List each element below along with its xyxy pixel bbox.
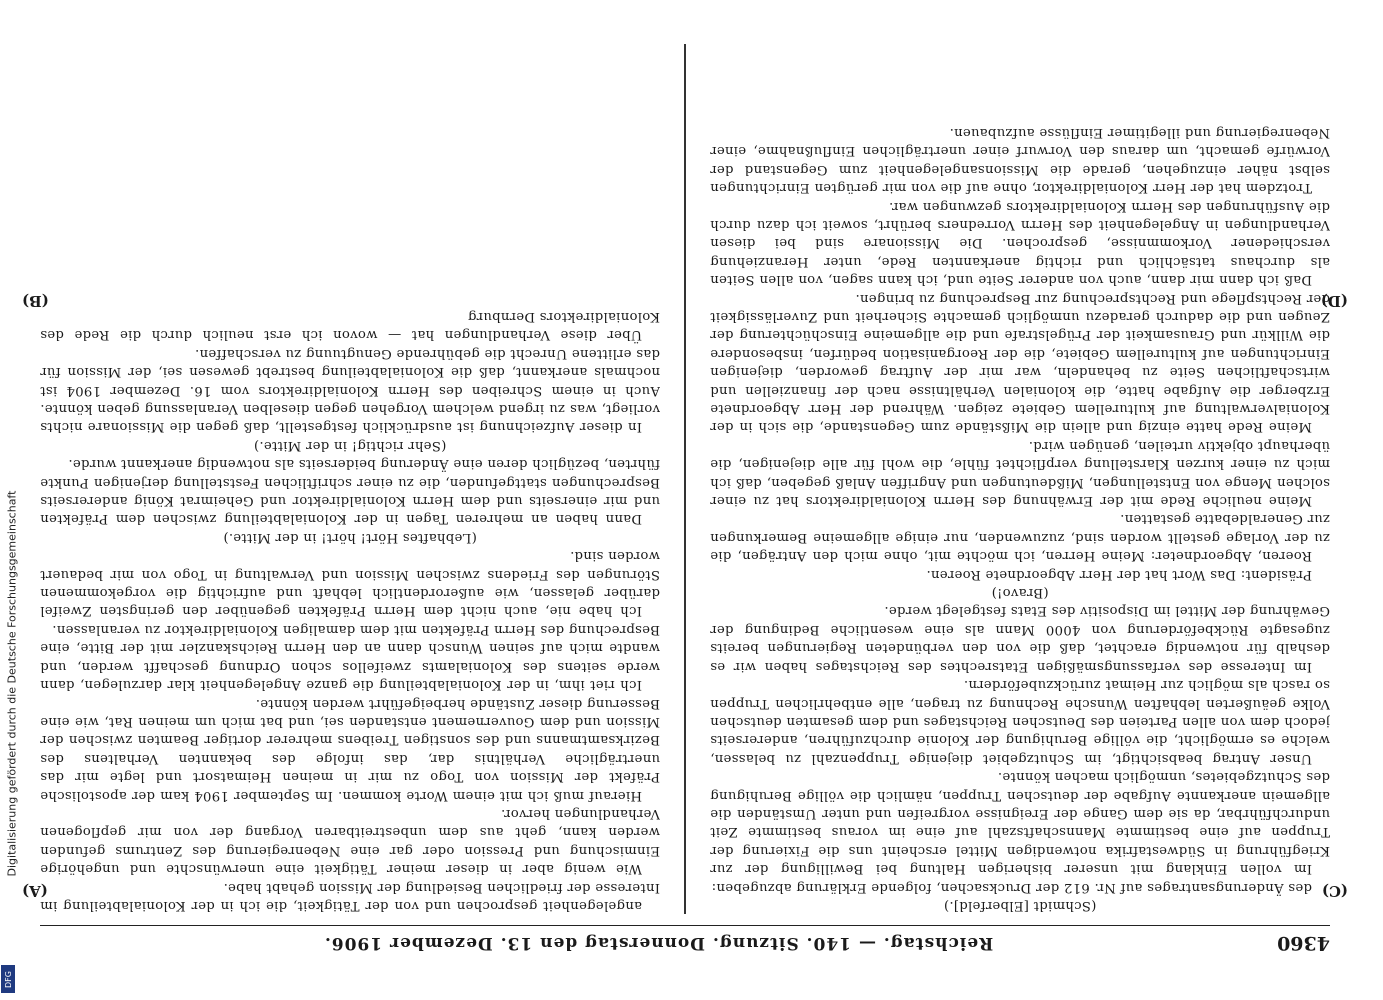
paragraph: Präsident: Das Wort hat der Herr Abgeordnete Roeren.	[926, 566, 1312, 582]
paragraph: Daß ich dann mir dann, auch von anderer Seite und, ich kann sagen, von allen Seiten als durchaus tatsächlich und richtig anerkannten Rede, unter Heranziehung verschiedener Vorkommnisse, gesprochen. Die Missionare sind bei diesen Verhandlungen in Angelegenheit des Herrn Vorredners berührt, soweit ich dazu durch die Ausführungen des Herrn Kolonialdirektors gezwungen war.	[710, 198, 1330, 288]
digitization-credit	[2, 0, 19, 1000]
columns	[40, 44, 1330, 914]
credit-text: Digitalisierung gefördert durch die Deutsche Forschungsgemeinschaft	[5, 490, 19, 877]
page-header	[40, 925, 1330, 960]
paragraph: Über diese Verhandlungen hat — wovon ich erst neulich durch die Rede des Kolonialdirektors Dernburg	[40, 309, 660, 343]
left-column	[710, 44, 1330, 914]
dfg-logo: DFG	[1, 965, 15, 993]
paragraph: Wie wenig aber in dieser meiner Tätigkeit eine unerwünschte und ungehörige Einmischung und Pression oder gar eine Nebenregierung des Zentrums gefunden werden kann, geht aus dem unbestreitbaren Vorgang der von mir gepflogenen Verhandlungen hervor.	[40, 805, 660, 877]
paragraph: Meine Rede hatte einzig und allein die Mißstände zum Gegenstande, die sich in der Kolonialverwaltung auf kulturellem Gebiete zeigen. Während der Herr Abgeordnete Erzberger die Aufgabe hatte, die kolonialen Verhältnisse nach der finanziellen und wirtschaftlichen Seite zu behandeln, war mir der Auftrag geworden, diejenigen Einrichtungen auf kulturellem Gebiete, die der Reorganisation bedürfen, insbesondere die Willkür und Grausamkeit der Prügelstrafe und die allgemeine Einschüchterung der Zeugen und die dadurch geradezu unmöglich gemachte Sicherheit und Zuverlässigkeit der Rechtspflege und Rechtsprechung zur Besprechung zu bringen.	[710, 290, 1330, 435]
margin-mark-d: (D)	[1320, 292, 1348, 310]
paragraph: Im vollen Einklang mit unserer bisherigen Haltung bei Bewilligung der zur Kriegführung in Südwestafrika notwendigen Mittel erscheint uns die Fixierung der Truppen auf eine bestimmte Mannschaftszahl auf eine im voraus bestimmte Zeit undurchführbar, da sie dem Gange der Ereignisse vorgreifen und unter Umständen die allgemein anerkannte Aufgabe der deutschen Truppen, nämlich die völlige Beruhigung des Schutzgebietes, unmöglich machen könnte.	[710, 769, 1330, 877]
page-title: Reichstag. — 140. Sitzung. Donnerstag den 13. Dezember 1906.	[323, 933, 994, 953]
paragraph: In dieser Aufzeichnung ist ausdrücklich festgestellt, daß gegen die Missionare nichts vorliegt, was zu irgend welchem Vorgehen gegen dieselben Veranlassung geben könnte. Auch in einem Schreiben des Herrn Kolonialdirektors vom 16. Dezember 1904 ist nochmals anerkannt, daß die Kolonialabteilung bestrebt gewesen sei, der Mission für das erlittene Unrecht die gebührende Genugtuung zu verschaffen.	[40, 345, 660, 435]
paragraph: (Schmidt [Elberfeld].)	[943, 898, 1097, 913]
paragraph: Dann haben an mehreren Tagen in der Kolonialabteilung zwischen dem Präfekten und mir einerseits und dem Herrn Kolonialdirektor und Geheimrat König andererseits Besprechungen stattgefunden, die zu einer schriftlichen Feststellung derjenigen Punkte führten, bezüglich deren eine Änderung beiderseits als notwendig anerkannt wurde.	[40, 456, 660, 527]
paragraph: Trotzdem hat der Herr Kolonialdirektor, ohne auf die von mir gerügten Einrichtungen selbst näher einzugehen, gerade die Missionsangelegenheit zum Gegenstand der Vorwürfe gemacht, um daraus den Vorwurf einer unerträglichen Einflußnahme, einer Nebenregierung und illegitimer Einflüsse aufzubauen.	[710, 124, 1330, 196]
paragraph: Im Interesse des verfassungsmäßigen Etatsrechtes des Reichstages haben wir es deshalb für notwendig erachtet, daß die von den verbündeten Regierungen bereits zugesagte Rückbeförderung von 4000 Mann als eine wesentliche Bedingung der Gewährung der Mittel im Dispositiv des Etats festgelegt werde.	[710, 603, 1330, 674]
column-divider	[684, 44, 686, 914]
margin-mark-b: (B)	[22, 292, 49, 310]
paragraph: Meine neuliche Rede mit der Erwähnung des Herrn Kolonialdirektors hat zu einer solchen Menge von Entstellungen, Mißdeutungen und Angriffen Anlaß gegeben, daß ich mich zu einer kurzen Klarstellung verpflichtet fühle, die wohl für alle diejenigen, die überhaupt objektiv urteilen, genügen wird.	[710, 437, 1330, 509]
right-column	[40, 44, 660, 914]
margin-mark-c: (C)	[1321, 882, 1348, 900]
paragraph: des Änderungsantrages auf Nr. 612 der Drucksachen, folgende Erklärung abzugeben:	[711, 879, 1312, 895]
paragraph: Unser Antrag beabsichtigt, im Schutzgebiet diejenige Truppenzahl zu belassen, welche es ermöglicht, die völlige Beruhigung der Kolonie durchzuführen, andererseits jedoch dem von allen Parteien des Deutschen Reichstages und dem gesamten deutschen Volke geäußerten lebhaften Wunsche Rechnung zu tragen, alle entbehrlichen Truppen so rasch als möglich zur Heimat zurückzubefördern.	[710, 677, 1330, 766]
page-number: 4360	[1277, 932, 1330, 954]
paragraph: (Bravo!)	[991, 585, 1049, 601]
paragraph: (Lebhaftes Hört! hört! in der Mitte.)	[223, 529, 477, 545]
paragraph: Ich riet ihm, in der Kolonialabteilung die ganze Angelegenheit klar darzulegen, dann werde seitens des Kolonialamts zweifellos schon Ordnung geschafft werden, und wandte mich auf seinen Wunsch dann an den Herrn Reichskanzler mit der Bitte, eine Besprechung des Herrn Präfekten mit dem damaligen Kolonialdirektor zu veranlassen.	[40, 621, 660, 693]
paragraph: angelegenheit gesprochen und von der Tätigkeit, die ich in der Kolonialabteilung im Interesse der friedlichen Besiedlung der Mission gehabt habe.	[40, 879, 660, 913]
paragraph: Ich habe nie, auch nicht dem Herrn Präfekten gegenüber den geringsten Zweifel darüber gelassen, wie außerordentlich lebhaft und aufrichtig die vorgekommenen Störungen des Friedens zwischen Mission und Verwaltung in Togo von mir bedauert worden sind.	[40, 548, 660, 619]
paragraph: Roeren, Abgeordneter: Meine Herren, ich möchte mit, ohne mich den Anträgen, die zu der Vorlage gestellt worden sind, zuzuwenden, nur einige allgemeine Bemerkungen zur Generaldebatte gestatten.	[710, 511, 1330, 564]
rotated-content	[22, 40, 1348, 960]
paragraph: Hierauf muß ich mit einem Worte kommen. Im September 1904 kam der apostolische Präfekt der Mission von Togo zu mir in meinen Heimatsort und legte mir das unerträgliche Verhältnis dar, das infolge des bekannten Verhaltens des Bezirksamtmanns und des sonstigen Treibens mehrerer dortiger Beamten zwischen der Mission und dem Gouvernement entstanden sei, und bat mich um meinen Rat, wie eine Besserung dieser Zustände herbeigeführt werden könnte.	[40, 695, 660, 803]
paragraph: (Sehr richtig! in der Mitte.)	[253, 437, 447, 453]
margin-mark-a: (A)	[22, 882, 48, 900]
